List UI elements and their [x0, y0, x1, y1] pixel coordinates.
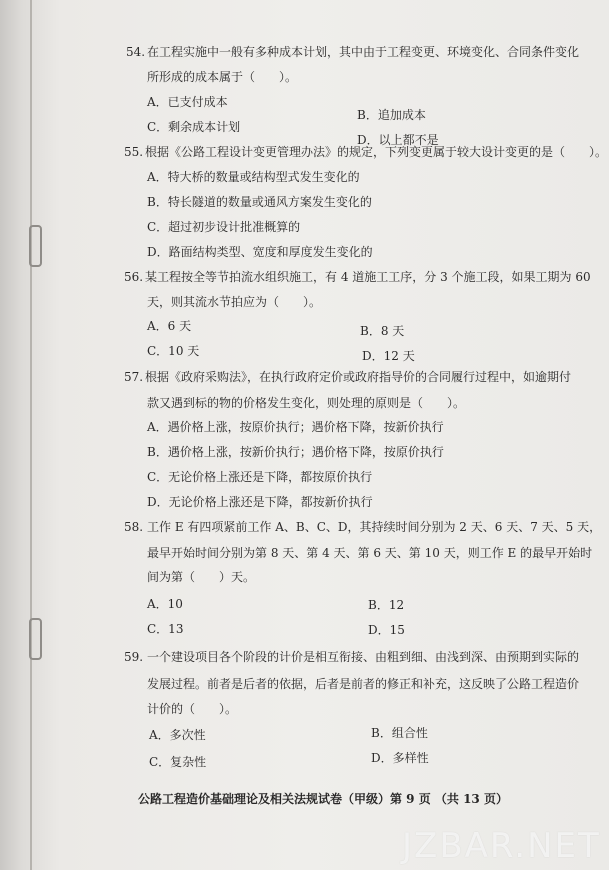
question-stem: 计价的（ ）。 [147, 702, 238, 716]
option-d: D．路面结构类型、宽度和厚度发生变化的 [147, 245, 373, 259]
option-b: B．遇价格上涨，按新价执行；遇价格下降，按原价执行 [147, 445, 444, 459]
option-d: D．12 天 [362, 349, 415, 363]
option-c: C．剩余成本计划 [147, 120, 241, 134]
option-c: C．复杂性 [149, 755, 207, 769]
question-stem: 一个建设项目各个阶段的计价是相互衔接、由粗到细、由浅到深、由预期到实际的 [147, 650, 580, 664]
question-number: 57. [124, 370, 144, 384]
question-number: 58. [124, 520, 144, 534]
option-b: B．12 [368, 598, 405, 612]
option-a: A．特大桥的数量或结构型式发生变化的 [147, 170, 360, 184]
option-a: A．10 [147, 597, 183, 611]
option-d: D．以上都不是 [357, 133, 439, 147]
question-stem: 间为第（ ）天。 [147, 570, 256, 584]
option-d: D．15 [368, 623, 405, 637]
option-c: C．13 [147, 622, 184, 636]
option-b: B．组合性 [371, 726, 428, 740]
option-c: C．10 天 [147, 344, 200, 358]
option-b: B．8 天 [360, 324, 405, 338]
question-number: 59. [124, 650, 144, 664]
question-stem: 最早开始时间分别为第 8 天、第 4 天、第 6 天、第 10 天，则工作 E 的最早开始时 [147, 546, 593, 560]
option-c: C．超过初步设计批准概算的 [147, 220, 301, 234]
question-stem: 根据《政府采购法》，在执行政府定价或政府指导价的合同履行过程中，如逾期付 [145, 370, 572, 384]
option-d: D．无论价格上涨还是下降，都按新价执行 [147, 495, 373, 509]
option-b: B．特长隧道的数量或通风方案发生变化的 [147, 195, 372, 209]
question-number: 55. [124, 145, 144, 159]
question-stem: 所形成的成本属于（ ）。 [147, 70, 298, 84]
question-stem: 发展过程。前者是后者的依据，后者是前者的修正和补充，这反映了公路工程造价 [147, 677, 580, 691]
option-a: A．已支付成本 [147, 95, 228, 109]
question-stem: 在工程实施中一般有多种成本计划，其中由于工程变更、环境变化、合同条件变化 [147, 45, 580, 59]
watermark: JZBAR.NET [402, 826, 601, 866]
option-a: A．多次性 [149, 728, 206, 742]
question-number: 54. [126, 45, 146, 59]
question-stem: 根据《公路工程设计变更管理办法》的规定，下列变更属于较大设计变更的是（ ）。 [145, 145, 608, 159]
option-c: C．无论价格上涨还是下降，都按原价执行 [147, 470, 373, 484]
option-b: B．追加成本 [357, 108, 426, 122]
question-stem: 款又遇到标的物的价格发生变化，则处理的原则是（ ）。 [147, 396, 466, 410]
option-a: A．6 天 [147, 319, 192, 333]
question-stem: 工作 E 有四项紧前工作 A、B、C、D，其持续时间分别为 2 天、6 天、7 天、5 天， [147, 520, 602, 534]
page-footer: 公路工程造价基础理论及相关法规试卷（甲级）第 9 页 （共 13 页） [138, 792, 508, 806]
question-stem: 天，则其流水节拍应为（ ）。 [147, 295, 322, 309]
question-number: 56. [124, 270, 144, 284]
question-stem: 某工程按全等节拍流水组织施工，有 4 道施工工序，分 3 个施工段，如果工期为 60 [145, 270, 591, 284]
option-a: A．遇价格上涨，按原价执行；遇价格下降，按新价执行 [147, 420, 444, 434]
option-d: D．多样性 [371, 751, 429, 765]
